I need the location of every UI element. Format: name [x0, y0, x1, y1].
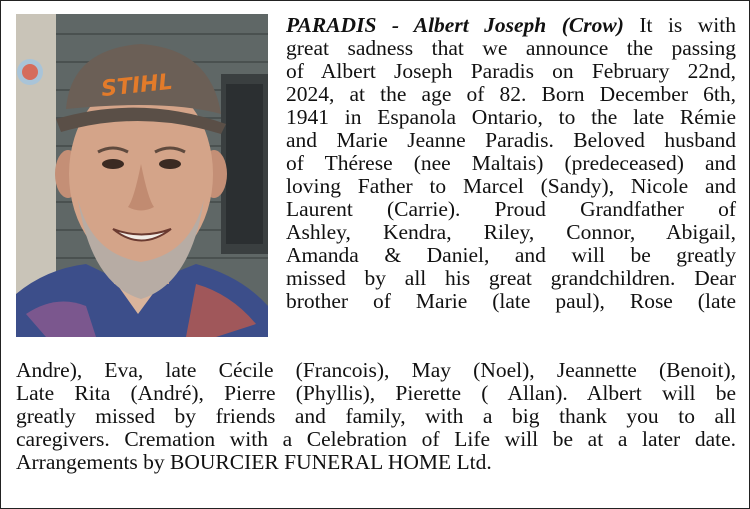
- obituary-line: Late Rita (André), Pierre (Phyllis), Pierette ( Allan). Albert will be: [16, 381, 736, 405]
- obituary-line: and Marie Jeanne Paradis. Beloved husband: [286, 128, 736, 152]
- obituary-line: 2024, at the age of 82. Born December 6th,: [286, 82, 736, 106]
- obituary-line: of Albert Joseph Paradis on February 22nd,: [286, 59, 736, 83]
- obituary-line: brother of Marie (late paul), Rose (late: [286, 289, 736, 313]
- obituary-line: greatly missed by friends and family, with a big thank you to all: [16, 404, 736, 428]
- obituary-line: Andre), Eva, late Cécile (Francois), May (Noel), Jeannette (Benoit),: [16, 358, 736, 382]
- obituary-line: missed by all his great grandchildren. Dear: [286, 266, 736, 290]
- funeral-home-line: Arrangements by BOURCIER FUNERAL HOME Ltd.: [16, 450, 492, 474]
- obituary-line: Amanda & Daniel, and will be greatly: [286, 243, 736, 267]
- obituary-line: Laurent (Carrie). Proud Grandfather of: [286, 197, 736, 221]
- portrait-photo: [16, 14, 268, 337]
- obituary-line: PARADIS - Albert Joseph (Crow) It is with: [286, 13, 737, 37]
- deceased-name-heading: PARADIS - Albert Joseph (Crow): [286, 13, 624, 37]
- obituary-line: 1941 in Espanola Ontario, to the late Rémie: [286, 105, 736, 129]
- cap-logo-text: STIHL: [100, 69, 174, 103]
- obituary-line: loving Father to Marcel (Sandy), Nicole and: [286, 174, 736, 198]
- obituary-line: Ashley, Kendra, Riley, Connor, Abigail,: [286, 220, 736, 244]
- obituary-line: great sadness that we announce the passing: [286, 36, 736, 60]
- obituary-body-bottom: [16, 359, 736, 474]
- obituary-line: of Thérese (nee Maltais) (predeceased) and: [286, 151, 736, 175]
- obituary-line: caregivers. Cremation with a Celebration of Life will be at a later date.: [16, 427, 736, 451]
- obituary-body-top: [286, 14, 736, 313]
